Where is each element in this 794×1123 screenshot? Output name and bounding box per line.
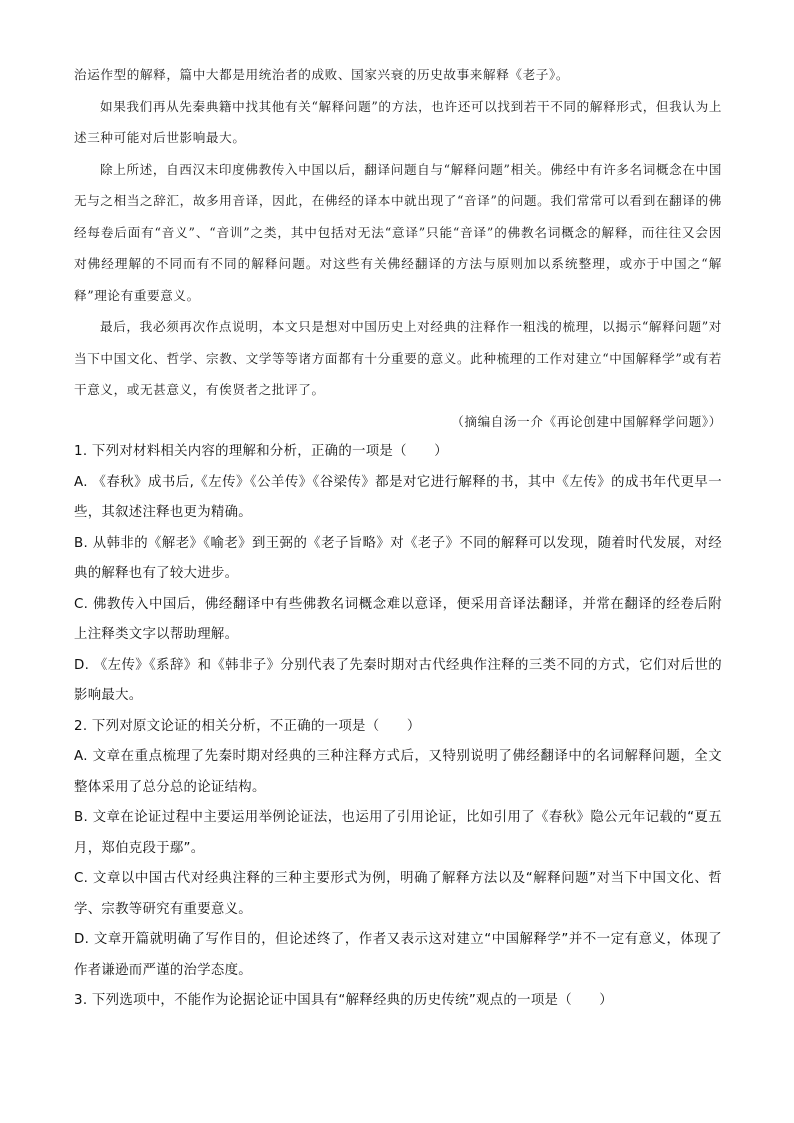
- question-1-option-c: C. 佛教传入中国后，佛经翻译中有些佛教名词概念难以意译，便采用音译法翻译，并常在翻译的经卷后附上注释类文字以帮助理解。: [74, 596, 722, 642]
- question-2-option-c: C. 文章以中国古代对经典注释的三种主要形式为例，明确了解释方法以及“解释问题”对当下中国文化、哲学、宗教等研究有重要意义。: [74, 871, 722, 917]
- question-2-option-d: D. 文章开篇就明确了写作目的，但论述终了，作者又表示这对建立“中国解释学”并不一定有意义，体现了作者谦逊而严谨的治学态度。: [74, 932, 722, 978]
- question-2-option-b: B. 文章在论证过程中主要运用举例论证法，也运用了引用论证，比如引用了《春秋》隐公元年记载的“夏五月，郑伯克段于鄢”。: [74, 810, 722, 856]
- passage-paragraph-3: 除上所述，自西汉末印度佛教传入中国以后，翻译问题自与“解释问题”相关。佛经中有许多名词概念在中国无与之相当之辞汇，故多用音译，因此，在佛经的译本中就出现了“音译”的问题。我们常常可以看到在翻译的佛经每卷后面有“音义”、“音训”之类，其中包括对无法“意译”只能“音译”的佛教名词概念的解释，而往往又会因对佛经理解的不同而有不同的解释问题。对这些有关佛经翻译的方法与原则加以系统整理，或亦于中国之“解释”理论有重要意义。: [74, 161, 722, 303]
- question-section: [74, 437, 722, 1017]
- passage-paragraph-2: 如果我们再从先秦典籍中找其他有关“解释问题”的方法，也许还可以找到若干不同的解释形式，但我认为上述三种可能对后世影响最大。: [74, 98, 722, 145]
- question-2-stem: 2. 下列对原文论证的相关分析，不正确的一项是（ ）: [74, 718, 421, 734]
- question-1-stem: 1. 下列对材料相关内容的理解和分析，正确的一项是（ ）: [74, 444, 448, 459]
- question-3-stem: 3. 下列选项中，不能作为论据论证中国具有“解释经典的历史传统”观点的一项是（ ）: [74, 993, 613, 1008]
- reading-passage: [74, 59, 722, 437]
- passage-source: （摘编自汤一介《再论创建中国解释学问题》）: [451, 413, 722, 429]
- passage-paragraph-1: 治运作型的解释，篇中大都是用统治者的成败、国家兴衰的历史故事来解释《老子》。: [74, 67, 570, 82]
- question-1-option-d: D. 《左传》《系辞》和《韩非子》分别代表了先秦时期对古代经典作注释的三类不同的方式，它们对后世的影响最大。: [74, 657, 722, 703]
- question-1-option-a: A. 《春秋》成书后,《左传》《公羊传》《谷梁传》都是对它进行解释的书，其中《左传》的成书年代更早一些，其叙述注释也更为精确。: [74, 474, 722, 520]
- passage-paragraph-4: 最后，我必须再次作点说明，本文只是想对中国历史上对经典的注释作一粗浅的梳理，以揭示“解释问题”对当下中国文化、哲学、宗教、文学等等诸方面都有十分重要的意义。此种梳理的工作对建立“中国解释学”或有若干意义，或无甚意义，有俟贤者之批评了。: [74, 319, 722, 397]
- question-1-option-b: B. 从韩非的《解老》《喻老》到王弼的《老子旨略》对《老子》不同的解释可以发现，随着时代发展，对经典的解释也有了较大进步。: [74, 535, 722, 581]
- question-2-option-a: A. 文章在重点梳理了先秦时期对经典的三种注释方式后，又特别说明了佛经翻译中的名词解释问题，全文整体采用了总分总的论证结构。: [74, 749, 722, 795]
